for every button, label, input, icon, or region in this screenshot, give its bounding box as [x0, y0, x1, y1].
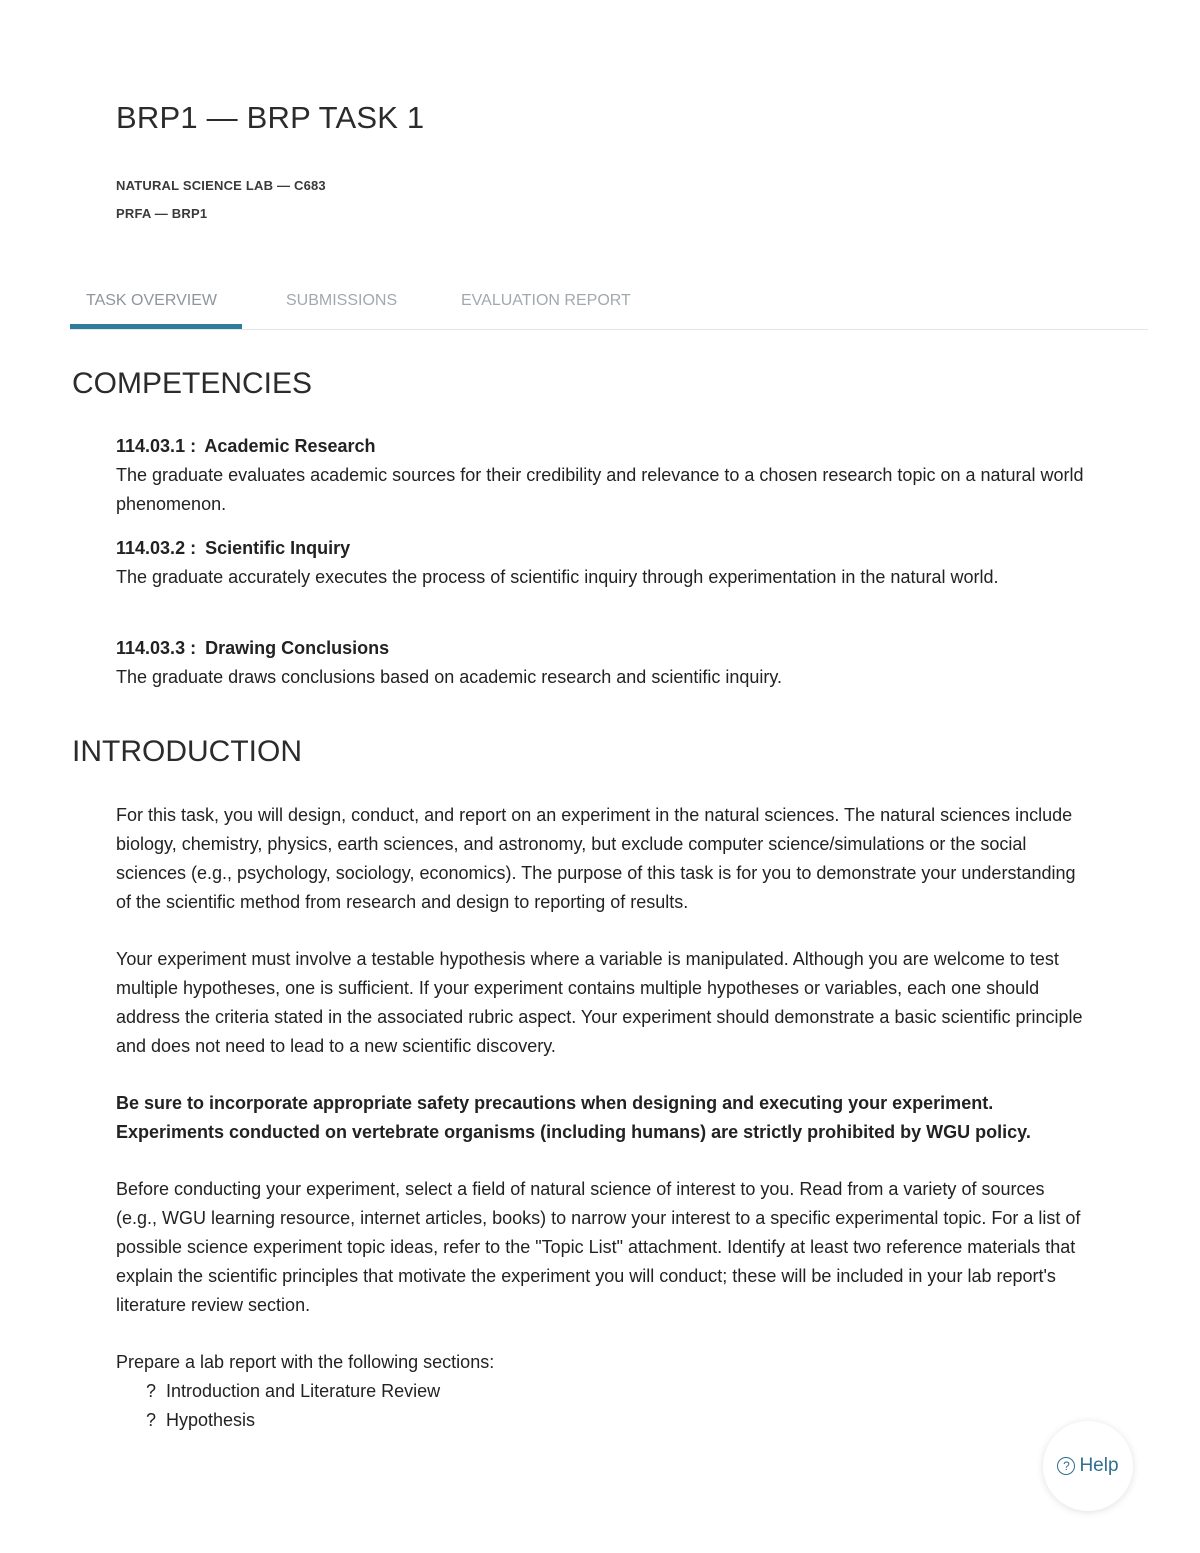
competency-item — [116, 634, 1086, 692]
safety-notice: Be sure to incorporate appropriate safety precautions when designing and executing your experiment. Experiments conducted on vertebrate organisms (including humans) are strictly prohibited by WGU policy. — [116, 1093, 1031, 1142]
tab-evaluation-report[interactable]: EVALUATION REPORT — [461, 292, 631, 309]
competency-code: 114.03.2 : — [116, 538, 197, 558]
competency-description: The graduate accurately executes the process of scientific inquiry through experimentation in the natural world. — [116, 567, 999, 587]
competency-item — [116, 432, 1086, 519]
bullet-glyph: ? — [146, 1410, 157, 1430]
intro-paragraph: Before conducting your experiment, select a field of natural science of interest to you. Read from a variety of sources (e.g., WGU learning resource, internet articles, books) to narrow your interest to a specific experimental topic. For a list of possible science experiment topic ideas, refer to the "Topic List" attachment. Identify at least two reference materials that explain the scientific principles that motivate the experiment you will conduct; these will be included in your lab report's literature review section. — [116, 1179, 1081, 1315]
intro-paragraph: Your experiment must involve a testable hypothesis where a variable is manipulated. Although you are welcome to test multiple hypotheses, one is sufficient. If your experiment contains multiple hypotheses or variables, each one should address the criteria stated in the associated rubric aspect. Your experiment should demonstrate a basic scientific principle and does not need to lead to a new scientific discovery. — [116, 949, 1083, 1056]
competency-name: Drawing Conclusions — [205, 638, 390, 658]
competency-code: 114.03.3 : — [116, 638, 197, 658]
prepare-instruction: Prepare a lab report with the following sections: — [116, 1352, 495, 1372]
help-label: Help — [1079, 1455, 1119, 1476]
competency-name: Scientific Inquiry — [205, 538, 351, 558]
task-tabs — [70, 280, 1148, 330]
course-name: NATURAL SCIENCE LAB — C683 — [116, 178, 326, 193]
active-tab-indicator — [70, 324, 242, 329]
introduction-heading: INTRODUCTION — [72, 735, 302, 768]
competency-item — [116, 534, 1086, 592]
help-button[interactable] — [1043, 1421, 1133, 1511]
bullet-glyph: ? — [146, 1381, 157, 1401]
tab-submissions[interactable]: SUBMISSIONS — [286, 292, 398, 309]
page-header — [116, 100, 425, 221]
tab-task-overview[interactable]: TASK OVERVIEW — [86, 292, 217, 309]
page-title: BRP1 — BRP TASK 1 — [116, 100, 425, 135]
list-item: ? Introduction and Literature Review — [146, 1377, 1088, 1406]
competency-description: The graduate draws conclusions based on academic research and scientific inquiry. — [116, 667, 783, 687]
introduction-body — [116, 801, 1088, 1435]
question-circle-icon: ? — [1057, 1457, 1075, 1475]
list-item: ? Hypothesis — [146, 1406, 1088, 1435]
intro-paragraph: For this task, you will design, conduct, and report on an experiment in the natural sciences. The natural sciences include biology, chemistry, physics, earth sciences, and astronomy, but exclude computer science/simulations or the social sciences (e.g., psychology, sociology, economics). The purpose of this task is for you to demonstrate your understanding of the scientific method from research and design to reporting of results. — [116, 805, 1076, 912]
competency-code: 114.03.1 : — [116, 436, 197, 456]
competency-description: The graduate evaluates academic sources for their credibility and relevance to a chosen research topic on a natural world phenomenon. — [116, 465, 1084, 514]
report-sections-list — [116, 1377, 1088, 1435]
competencies-heading: COMPETENCIES — [72, 367, 313, 400]
assessment-code: PRFA — BRP1 — [116, 206, 208, 221]
competency-name: Academic Research — [204, 436, 376, 456]
